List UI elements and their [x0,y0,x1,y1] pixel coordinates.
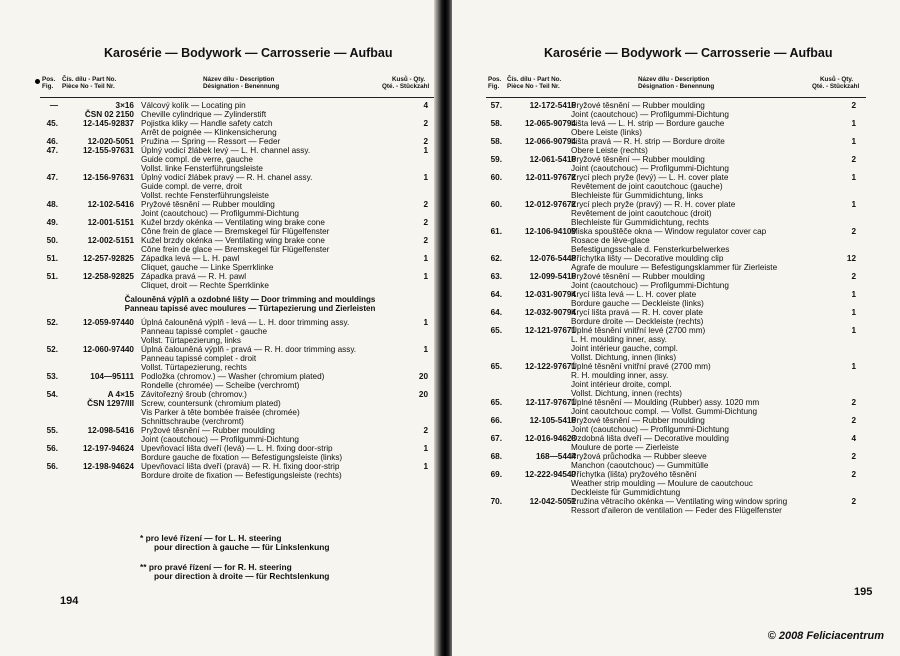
part-position: 47. [46,173,58,182]
part-description: Krycí plech pryže (pravý) — R. H. cover plate [571,200,736,209]
part-position: 60. [490,173,502,182]
part-description: Obere Leiste (rechts) [571,146,648,155]
part-description: Blechleiste für Gummidichtung, links [571,191,703,200]
part-description: Rondelle (chromée) — Scheibe (verchromt) [141,381,300,390]
part-description: Obere Leiste (links) [571,128,642,137]
part-number: 12-042-5051 [529,497,576,506]
part-quantity: 1 [851,119,856,128]
part-quantity: 1 [851,326,856,335]
header-description: Název dílu - Description [638,76,710,83]
part-position: 53. [46,372,58,381]
part-description: Cône frein de glace — Bremskegel für Flügelfenster [141,245,330,254]
header-part-no: Čís. dílu - Part No. [62,76,117,83]
part-description: Bordure gauche — Deckleiste (links) [571,299,704,308]
part-description: Joint (caoutchouc) — Profilgummi-Dichtung [571,425,729,434]
part-description: Pryžové těsnění — Rubber moulding [571,416,705,425]
part-description: Vollst. rechte Fensterführungsleiste [141,191,269,200]
part-row [452,228,896,237]
part-position: 65. [490,362,502,371]
header-fig: Fig. [488,83,500,90]
part-description: Válcový kolík — Locating pin [141,101,246,110]
header-designation: Désignation - Benennung [203,83,280,90]
part-description: Cliquet, droit — Rechte Sperrklinke [141,281,269,290]
header-designation: Désignation - Benennung [638,83,715,90]
header-pos: Pos. [488,76,502,83]
part-number: 12-065-90794 [525,119,576,128]
part-description: Kužel brzdy okénka — Ventilating wing brake cone [141,236,325,245]
part-description: Úplný vodicí žlábek levý — L. H. channel assy. [141,146,311,155]
part-description: Moulure de porte — Zierleiste [571,443,679,452]
part-position: 54. [46,390,58,399]
right-page-title: Karosérie — Bodywork — Carrosserie — Aufbau [544,46,833,60]
part-description: Úplné těsnění — Moulding (Rubber) assy. 1020 mm [571,398,760,407]
part-position: 65. [490,326,502,335]
part-position: 57. [490,101,502,110]
part-description: Bordure droite — Deckleiste (rechts) [571,317,704,326]
header-qte: Qté. - Stückzahl [382,83,430,90]
part-description: Kužel brzdy okénka — Ventilating wing brake cone [141,218,325,227]
part-description: Befestigungsschale d. Fensterkurbelwerkes [571,245,730,254]
part-description: Ozdobná lišta dveří — Decorative moulding [571,434,729,443]
part-description: Screw, countersunk (chromium plated) [141,399,281,408]
left-parts-list [0,102,440,481]
part-position: 49. [46,218,58,227]
part-description: Joint caoutchouc compl. — Vollst. Gummi-Dichtung [571,407,758,416]
part-description: Guide compl. de verre, gauche [141,155,253,164]
section-heading-line1: Čalouněná výplň a ozdobné lišty — Door trimming and mouldings [124,295,376,304]
part-quantity: 2 [423,137,428,146]
part-description: Pojistka kliky — Handle safety catch [141,119,273,128]
part-description: Podložka (chromov.) — Washer (chromium plated) [141,372,325,381]
part-description: Úplný vodicí žlábek pravý — R. H. chanel assy. [141,173,313,182]
part-position: 59. [490,155,502,164]
part-position: 65. [490,398,502,407]
part-quantity: 2 [851,155,856,164]
part-position: 66. [490,416,502,425]
part-description: Cône frein de glace — Bremskegel für Flügelfenster [141,227,330,236]
part-quantity: 1 [851,290,856,299]
part-row [452,120,896,129]
part-number: 12-257-92825 [83,254,134,263]
part-quantity: 2 [851,398,856,407]
part-number: 12-145-92837 [83,119,134,128]
part-number: 12-172-5416 [529,101,576,110]
part-description: Pryžové těsnění — Rubber moulding [141,200,275,209]
part-description: Příchytka lišty — Decorative moulding clip [571,254,724,263]
part-position: 63. [490,272,502,281]
part-number: 12-197-94624 [83,444,134,453]
part-description: Joint intérieur droite, compl. [571,380,672,389]
part-position: 56. [46,462,58,471]
part-number: 12-117-97671 [525,398,576,407]
part-position: 56. [46,444,58,453]
part-description: Revêtement de joint caoutchouc (gauche) [571,182,723,191]
part-position: 58. [490,137,502,146]
part-description: Vollst. Türtapezierung, rechts [141,363,247,372]
part-quantity: 2 [423,426,428,435]
left-page-title: Karosérie — Bodywork — Carrosserie — Aufbau [104,46,393,60]
part-description: Vollst. Dichtung, innen (links) [571,353,677,362]
part-position: 64. [490,308,502,317]
part-description: Pryžové těsnění — Rubber moulding [571,101,705,110]
part-description: Bordure gauche de fixation — Befestigungsleiste (links) [141,453,343,462]
part-position: 48. [46,200,58,209]
part-number: A 4×15 [107,390,134,399]
part-number: 12-198-94624 [83,462,134,471]
part-position: 52. [46,345,58,354]
left-page [0,0,444,656]
part-number: 12-012-97672 [525,200,576,209]
header-part-no: Čís. dílu - Part No. [507,76,562,83]
part-number: 12-099-5416 [529,272,576,281]
part-description: Pryžové těsnění — Rubber moulding [141,426,275,435]
section-heading-line2: Panneau tapissé avec moulures — Türtapezierung und Zierleisten [124,304,376,313]
part-description: Cheville cylindrique — Zylinderstift [141,110,267,119]
part-position: 55. [46,426,58,435]
part-description: Schnittschraube (verchromt) [141,417,244,426]
part-description: Blechleiste für Gummidichtung, rechts [571,218,709,227]
part-number: 12-156-97631 [83,173,134,182]
part-description: Joint (caoutchouc) — Profilgummi-Dichtung [141,435,299,444]
part-number: 12-098-5416 [87,426,134,435]
part-position: — [49,101,58,110]
part-description: Panneau tapissé complet - droit [141,354,257,363]
part-description: Úplná čalouněná výplň - pravá — R. H. door trimming assy. [141,345,357,354]
part-position: 62. [490,254,502,263]
part-description: Weather strip moulding — Moulure de caoutchouc [571,479,753,488]
part-description: Pružina — Spring — Ressort — Feder [141,137,281,146]
part-quantity: 2 [851,452,856,461]
part-position: 67. [490,434,502,443]
part-row [452,372,896,381]
part-description: Příchytka (lišta) pryžového těsnění [571,470,697,479]
part-number: ČSN 02 2150 [84,110,134,119]
part-quantity: 2 [423,236,428,245]
part-number: 12-076-5448 [529,254,576,263]
part-row [0,472,440,481]
part-quantity: 2 [423,200,428,209]
part-number: 12-001-5151 [87,218,134,227]
part-position: 70. [490,497,502,506]
part-quantity: 1 [423,272,428,281]
footnote-rhd-1: ** pro pravé řízení — for R. H. steering [140,562,292,572]
part-description: Joint (caoutchouc) — Profilgummi-Dichtung [571,110,729,119]
part-number: 12-102-5416 [87,200,134,209]
part-position: 58. [490,119,502,128]
part-description: Vis Parker à tête bombée fraisée (chromée) [141,408,300,417]
part-quantity: 1 [423,444,428,453]
part-position: 45. [46,119,58,128]
part-number: 12-059-97440 [83,318,134,327]
part-description: L. H. moulding inner, assy. [571,335,667,344]
part-description: Joint (caoutchouc) — Profilgummi-Dichtung [571,164,729,173]
part-quantity: 1 [423,318,428,327]
part-description: Arrêt de poignée — Klinkensicherung [141,128,277,137]
part-position: 47. [46,146,58,155]
part-quantity: 2 [851,227,856,236]
part-number: 12-222-94540 [525,470,576,479]
part-description: Lišta pravá — R. H. strip — Bordure droite [571,137,725,146]
header-piece-no: Pièce No - Teil Nr. [62,83,115,90]
part-description: Úplná čalouněná výplň - levá — L. H. door trimming assy. [141,318,350,327]
part-quantity: 1 [423,146,428,155]
part-description: Joint intérieur gauche, compl. [571,344,678,353]
part-quantity: 4 [851,434,856,443]
part-number: 168—5444 [535,452,576,461]
part-description: Manchon (caoutchouc) — Gummitülle [571,461,709,470]
part-position: 51. [46,272,58,281]
part-description: Pryžová průchodka — Rubber sleeve [571,452,707,461]
part-description: Závitořezný šroub (chromov.) [141,390,247,399]
part-quantity: 1 [851,173,856,182]
footnote-lhd-2: pour direction à gauche — für Linkslenkung [154,542,330,552]
part-description: Pružina větracího okénka — Ventilating wing window spring [571,497,788,506]
part-description: Upevňovací lišta dveří (levá) — L. H. fixing door-strip [141,444,333,453]
part-number: 12-002-5151 [87,236,134,245]
part-description: Guide compl. de verre, droit [141,182,243,191]
part-quantity: 2 [851,272,856,281]
part-number: 12-106-94109 [525,227,576,236]
right-parts-list [452,102,896,516]
part-number: 12-066-90794 [525,137,576,146]
header-rule [40,97,436,98]
header-qte: Qté. - Stückzahl [812,83,860,90]
part-description: Krycí lišta pravá — R. H. cover plate [571,308,703,317]
part-description: Vollst. linke Fensterführungsleiste [141,164,263,173]
part-number: 12-105-5416 [529,416,576,425]
part-description: Bordure droite de fixation — Befestigungsleiste (rechts) [141,471,342,480]
part-description: Deckleiste für Gummidichtung [571,488,681,497]
part-position: 61. [490,227,502,236]
part-row [452,327,896,336]
part-quantity: 1 [423,254,428,263]
part-description: Joint (caoutchouc) — Profilgummi-Dichtung [141,209,299,218]
header-piece-no: Pièce No - Teil Nr. [507,83,560,90]
part-number: 12-061-5416 [529,155,576,164]
part-quantity: 2 [851,416,856,425]
part-position: 60. [490,200,502,209]
part-description: Agrafe de moulure — Befestigungsklammer für Zierleiste [571,263,778,272]
part-description: Krycí lišta levá — L. H. cover plate [571,290,697,299]
part-quantity: 20 [418,372,428,381]
part-number: 12-121-97671 [525,326,576,335]
part-description: Upevňovací lišta dveří (pravá) — R. H. fixing door-strip [141,462,340,471]
part-description: Vollst. Türtapezierung, links [141,336,241,345]
part-description: Panneau tapissé complet - gauche [141,327,268,336]
part-number: 104—95111 [90,372,134,381]
part-description: Vollst. Dichtung, innen (rechts) [571,389,683,398]
part-description: Krycí plech pryže (levý) — L. H. cover plate [571,173,729,182]
part-description: Revêtement de joint caoutchouc (droit) [571,209,712,218]
part-position: 52. [46,318,58,327]
part-row [452,363,896,372]
part-quantity: 1 [851,200,856,209]
part-description: Pryžové těsnění — Rubber moulding [571,155,705,164]
part-quantity: 1 [851,137,856,146]
part-number: 12-060-97440 [83,345,134,354]
part-description: Pryžové těsnění — Rubber moulding [571,272,705,281]
part-quantity: 20 [418,390,428,399]
part-description: Rosace de lève-glace [571,236,650,245]
part-position: 46. [46,137,58,146]
part-number: 3×16 [115,101,134,110]
part-quantity: 2 [851,470,856,479]
part-quantity: 1 [423,173,428,182]
part-quantity: 2 [851,101,856,110]
part-position: 64. [490,290,502,299]
part-number: ČSN 1297/III [87,399,134,408]
part-row [452,138,896,147]
page-number-left: 194 [60,595,79,607]
part-position: 50. [46,236,58,245]
part-description: Miska spouštěče okna — Window regulator cover cap [571,227,767,236]
part-number: 12-016-94628 [525,434,576,443]
part-number: 12-032-90794 [525,308,576,317]
part-description: Úplné těsnění vnitřní pravé (2700 mm) [571,362,711,371]
copyright-notice: © 2008 Feliciacentrum [767,630,884,642]
part-description: Západka pravá — R. H. pawl [141,272,247,281]
right-page [452,0,900,656]
part-quantity: 1 [851,308,856,317]
header-rule [486,97,866,98]
part-quantity: 2 [851,497,856,506]
part-number: 12-155-97631 [83,146,134,155]
part-quantity: 2 [423,119,428,128]
footnote-lhd-1: * pro levé řízení — for L. H. steering [140,533,282,543]
header-qty: Kusů - Qty. [820,76,854,83]
part-quantity: 1 [423,462,428,471]
part-number: 12-122-97671 [525,362,576,371]
header-fig: Fig. [42,83,54,90]
part-quantity: 1 [851,362,856,371]
part-quantity: 4 [423,101,428,110]
header-qty: Kusů - Qty. [392,76,426,83]
section-heading [80,295,420,313]
part-row [452,507,896,516]
part-number: 12-011-97672 [525,173,576,182]
part-number: 12-031-90794 [525,290,576,299]
part-description: Joint (caoutchouc) — Profilgummi-Dichtung [571,281,729,290]
part-description: Cliquet, gauche — Linke Sperrklinke [141,263,274,272]
footnote-rhd-2: pour direction à droite — für Rechtslenkung [154,571,330,581]
page-number-right: 195 [854,586,873,598]
part-row [0,282,440,291]
part-description: Ressort d'aileron de ventilation — Feder des Flügelfenster [571,506,782,515]
part-quantity: 1 [423,345,428,354]
bullet-mark [35,79,40,84]
header-pos: Pos. [42,76,56,83]
part-number: 12-258-92825 [83,272,134,281]
part-description: R. H. moulding inner, assy. [571,371,669,380]
part-position: 69. [490,470,502,479]
part-quantity: 2 [423,218,428,227]
part-position: 51. [46,254,58,263]
part-description: Západka levá — L. H. pawl [141,254,240,263]
part-description: Úplné těsnění vnitřní levé (2700 mm) [571,326,706,335]
part-description: Lišta levá — L. H. strip — Bordure gauche [571,119,725,128]
part-number: 12-020-5051 [87,137,134,146]
header-description: Název dílu - Description [203,76,275,83]
part-quantity: 12 [846,254,856,263]
part-position: 68. [490,452,502,461]
